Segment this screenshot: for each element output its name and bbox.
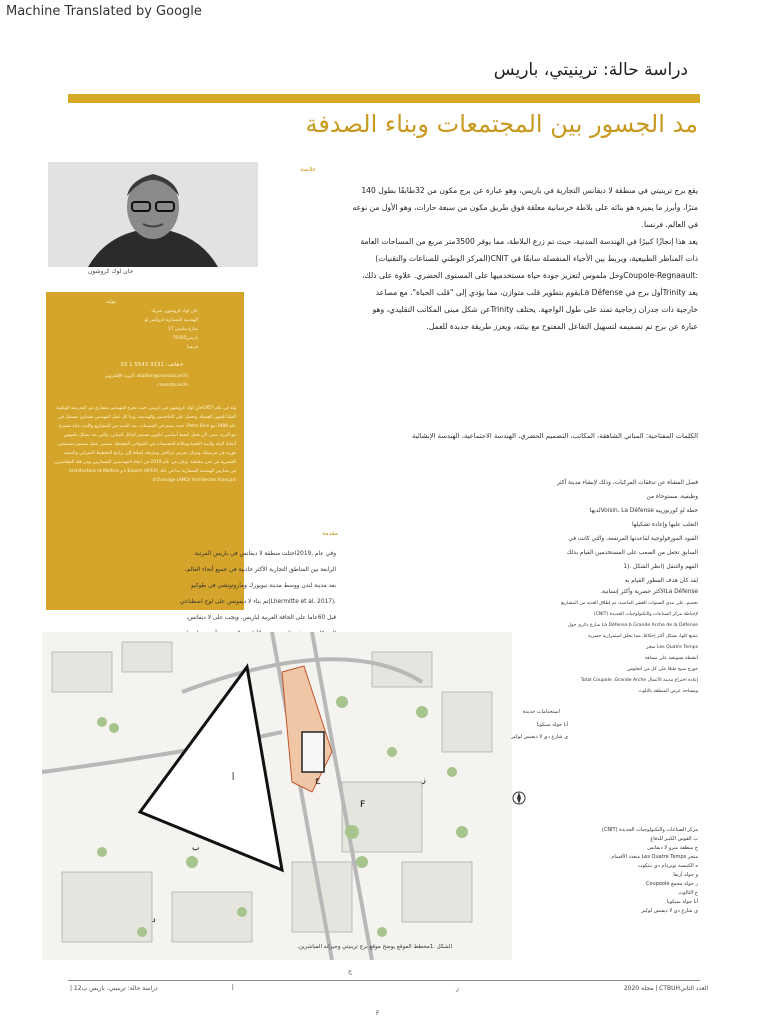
- body-line: القيود المورفولوجية لقاعدتها المرتفعة، والتي كانت في: [568, 536, 698, 542]
- author-label: مؤلف: [105, 300, 116, 305]
- photo-caption: جان لوك كروشون: [88, 268, 134, 275]
- author-line: جان لوك كروشون، شريك: [151, 309, 198, 314]
- legend-item: ج منطقة مترو لا ديفانس: [647, 845, 698, 851]
- legend-item: و جولة أريفا: [673, 872, 698, 878]
- abstract-line: في العالم. فرنسا.: [641, 220, 698, 229]
- author-photo: [48, 162, 258, 267]
- map-label: ج: [315, 775, 321, 784]
- legend-item: ح الثالوث: [678, 890, 698, 896]
- footer-page: | 12دراسة حالة: ترينيتي، باريس ب: [70, 985, 158, 992]
- body-line: خطة لو كوربوزييه Voisin. La Défenseلديها: [589, 508, 698, 514]
- header-rule: [68, 94, 700, 103]
- note-line: La Défenseالأكثر حضرية وأكثر إنسانية.: [600, 589, 698, 595]
- intro-line: وفي عام ,2019احتلت منطقة لا ديفانس في باريس المرتبة: [194, 551, 336, 557]
- author-line: 75005باريس: [172, 336, 198, 341]
- footer-rule: [68, 980, 700, 981]
- legend-item: ي شارع دي لا ديفنس لوكير: [641, 908, 698, 914]
- author-line: الهندسة المعمارية كروكس لو: [144, 318, 198, 323]
- author-line: فرنسا: [187, 345, 198, 350]
- map-label: أ: [232, 773, 235, 782]
- map-callout: ي شارع دي لا ديفنس لوكير: [511, 734, 568, 740]
- intro-label: مقدمة: [322, 530, 338, 537]
- map-label: ب: [192, 843, 200, 852]
- legend-item: متجر Les Quatre Temps متعدد الأقسام: [611, 854, 698, 860]
- note-line: لإحياطة مركز الصناعات والتكنولوجيات الجديدة (CNIT): [593, 612, 698, 617]
- site-plan-figure: [42, 632, 512, 960]
- map-label: د: [152, 915, 156, 924]
- body-line: فصل المشاة عن تدفقات المركبات، وذلك لإنشاء مدينة أكثر: [556, 480, 698, 486]
- abstract-line: :Coupole-Regnaaultوحل ملموس لتعزيز جودة حياة مستخدميها على المستوى الحضري. علاوة على ذلك،: [361, 271, 698, 280]
- intro-line: الرابعة بين المناطق التجارية الأكثر جاذبية في جميع أنحاء العالم،: [184, 567, 336, 573]
- abstract-line: عبارة عن برج تم تصميمه لتسهيل التفاعل المفتوح مع بيئته، ويعزز طريقة جديدة للعمل.: [426, 322, 698, 331]
- intro-line: .(Lhermitte et al. 2017)تم بناء لا ديفونس على لوح اصطناعي: [179, 599, 336, 605]
- abstract-line: خارجية ذات جدران زجاجية تمتد على طول الواجهة. يختلف Trinityعن شكل مبنى المكاتب التقليدي، وهو: [372, 305, 698, 314]
- abstract-label: خلاصة: [300, 166, 316, 173]
- body-line: الفهم والتنقل (انظر الشكل .(1: [623, 564, 698, 570]
- legend-item: أنا جولة سيكويا: [666, 899, 698, 905]
- abstract-line: مترًا، وأبرز ما يميزه هو بنائه على بلاطة خرسانية معلقة فوق طريق مكون من سبعة حارات، وهو الأول من نوعه: [352, 203, 698, 212]
- map-label: ز: [422, 775, 426, 784]
- body-line: وظيفية، مستوحاة من: [646, 494, 698, 500]
- legend-item: مركز الصناعات والتكنولوجيات الجديدة (CNIT): [601, 827, 698, 833]
- map-callout: استخدامات جديدة: [522, 709, 560, 715]
- author-phone: هاتف: 3131 5543 1 33+: [120, 362, 184, 368]
- article-title: مد الجسور بين المجتمعات وبناء الصدفة: [305, 110, 698, 138]
- abstract-line: يعد Trinityأول برج في La Défenseيقوم بتطوير قلب متوازن، مما يؤدي إلى "قلب الحياة". مع مصاعد: [375, 288, 698, 297]
- note-line: أنشطة تسويقية على مسافة: [644, 656, 698, 661]
- site-plan: [42, 632, 512, 960]
- note-line: جورج سيخ طبعًا على كل من أنجلوس: [627, 667, 698, 672]
- body-line: التغلب عليها وإعادة تشكيلها: [632, 522, 698, 528]
- footer-mark: ح: [348, 968, 352, 975]
- map-label: F: [360, 800, 366, 810]
- figure-caption: الشكل .1مخطط الموقع يوضح موقع برج ترينيتي وجيرانه المباشرين.: [297, 944, 452, 950]
- footer-journal: مجلة 2020 | CTBUHالعدد الثاني: [623, 985, 708, 992]
- abstract-line: ذات المناظر الطبيعية، ويربط بين الأحياء المنفصلة سابقًا في CNIT(المركز الوطني للصناعات والتقنيات): [375, 254, 698, 263]
- intro-line: قبل 60عاما على الحافة الغربية لباريس، ويجب على لا ديفانس،: [186, 615, 336, 621]
- note-line: لقد كان هدف المطور القيام به: [624, 578, 698, 584]
- note-line: تحميم، على مدى السنوات العشر الماضية، تم إطلاق العديد من المشاريع: [561, 601, 698, 606]
- north-arrow-icon: [512, 790, 526, 804]
- author-line: 17 شارع ماتيس: [168, 327, 198, 332]
- author-website[interactable]: crossrdo.archi: [157, 383, 188, 388]
- intro-line: بعد مدينة لندن ووسط مدينة نيويورك وماروتونشي في طوكيو: [191, 583, 336, 589]
- body-line: السابق تجعل من الصعب على المستخدمين القيام بذلك: [566, 550, 698, 556]
- legend-item: ب القوس الكبير للدفاع: [650, 836, 698, 842]
- note-line: Les Quatre Temps متجر: [646, 645, 698, 650]
- abstract: [278, 182, 698, 335]
- abstract-line: يعد هذا إنجازًا كبيرًا في الهندسة المدنية، حيث تم زرع البلاطة، مما يوفر 3500متر مربع من المساحات العامة: [360, 237, 698, 246]
- note-line: إعادة اختراع مدينة الأعمال Total Coupole .Grande Arche: [580, 678, 698, 683]
- note-line: ومساحة عرض المنطقة بالثلوث: [638, 689, 698, 694]
- map-callout: أنا جولة سيكويا: [536, 722, 568, 728]
- legend-item: ه الكنيسة نوتردام دي بنتكوت: [637, 863, 698, 869]
- footer-mark: أ: [232, 985, 234, 992]
- footer-mark: F: [376, 1010, 380, 1017]
- case-study-heading: دراسة حالة: ترينيتي، باريس: [493, 60, 688, 80]
- footer-mark: ز: [456, 985, 459, 992]
- author-email[interactable]: البريد الإلكتروني: akallion@crosslus.archi: [104, 374, 188, 379]
- keywords: الكلمات المفتاحية: المباني الشاهقة، المكاتب، التصميم الحضري، الهندسة الاجتماعية، الهندسة الإنشائية: [412, 432, 698, 440]
- author-bio: ولد في عام 1957جان لوك كروشون في باريس، حيث تخرج كمهندس معماري من المدرسة الوطنية العليا للفنون الجميلة، وحصل على الماجستير والهندسة، وبدأ كل عمل كمهندس معماري مستقل في عام 1988 مع Peter Rice، حيث صمم في الستينيات، بعد العديد من المشاريع وكانت بداية مسيرة مع البرج، سعى لأن تعمل كنمط أساسي لتكوين مستمر لبدائل المباني، والتي نفذ بشكل ملموس أنماط البناء والبنية التحتية ومكانة المجتمعات في الضواحي المحيطة. يتضمن عمله تصميم مستشفى فوريه في مرسيليا، ومركز معرض مراكش وبتاريخه إضافة إلى برامج التخطيط العمراني والتنمية الحضرية في مدن مختلفة. وعيّن في عام 2019 في اتحاد المهندسين المعماريين ومن قلة المحاضرين في مدارس الهندسة المعمارية بما في ذلك L'Export (AFEX) و Architecture et Maîtres d'Ouvrage (AMO) Architectes Français: [54, 406, 236, 483]
- right-column: [438, 476, 698, 574]
- legend-item: ز جولة مجمع Coupoole: [645, 881, 698, 887]
- note-line: La Défense b Grande Arche de la Défense شارع دائري حول: [567, 623, 698, 628]
- map-legend: [498, 826, 698, 916]
- abstract-line: يقع برج ترينيتي في منطقة لا ديفانس التجارية في باريس، وهو عبارة عن برج مكون من 32طابقًا بطول 140: [361, 186, 698, 195]
- machine-translation-banner: Machine Translated by Google: [6, 4, 202, 19]
- note-line: تتمتع كلها، بشكل أكثر إحكامًا، مما يخلق استمرارية حضرية: [588, 634, 698, 639]
